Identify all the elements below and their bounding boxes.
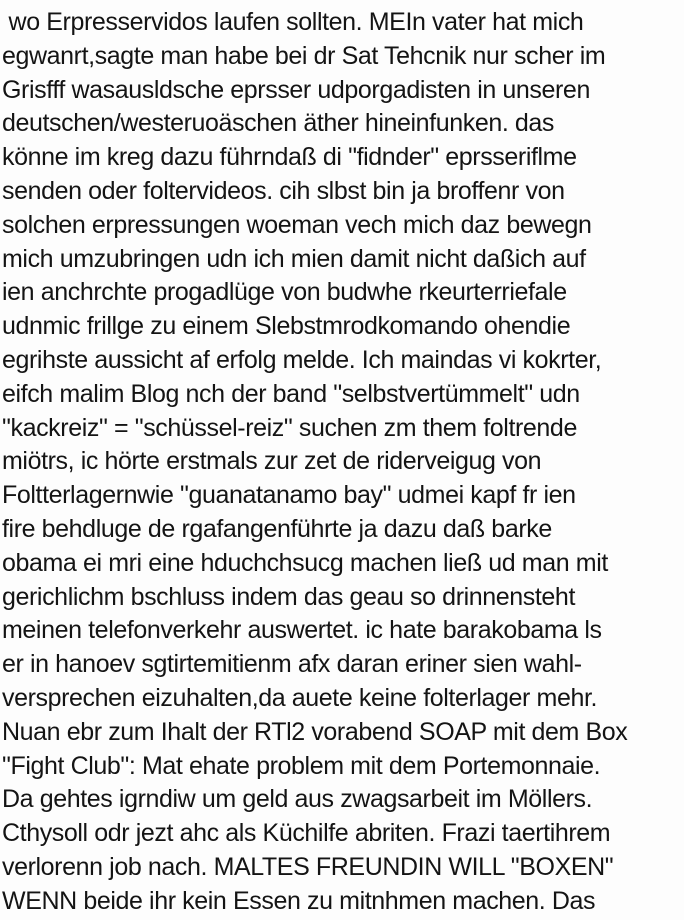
text-line: Cthysoll odr jezt ahc als Küchilfe abriten. Frazi taertihrem bbox=[2, 819, 611, 848]
text-line: eifch malim Blog nch der band "selbstvertümmelt" udn bbox=[2, 379, 580, 408]
text-line: udnmic frillge zu einem Slebstmrodkomando ohendie bbox=[2, 312, 571, 341]
text-line: senden oder foltervideos. cih slbst bin ja broffenr von bbox=[2, 176, 565, 205]
text-line: "kackreiz" = "schüssel-reiz" suchen zm them foltrende bbox=[2, 413, 577, 442]
text-line: WENN beide ihr kein Essen zu mitnhmen machen. Das bbox=[2, 886, 596, 915]
text-line: fire behdluge de rgafangenführte ja dazu daß barke bbox=[2, 514, 552, 543]
text-line: wo Erpresservidos laufen sollten. MEIn vater hat mich bbox=[2, 8, 584, 36]
text-line: versprechen eizuhalten,da auete keine folterlager mehr. bbox=[2, 683, 598, 712]
text-line: solchen erpressungen woeman vech mich daz bewegn bbox=[2, 210, 592, 239]
text-line: meinen telefonverkehr auswertet. ic hate barakobama ls bbox=[2, 616, 602, 645]
text-line: mich umzubringen udn ich mien damit nicht daßich auf bbox=[2, 244, 586, 273]
text-line: egwanrt,sagte man habe bei dr Sat Tehcnik nur scher im bbox=[2, 41, 606, 70]
text-line: Nuan ebr zum Ihalt der RTl2 vorabend SOAP mit dem Box bbox=[2, 717, 628, 746]
text-line: egrihste aussicht af erfolg melde. Ich maindas vi kokrter, bbox=[2, 345, 602, 374]
text-line: Grisfff wasausldsche eprsser udporgadisten in unseren bbox=[2, 75, 590, 104]
text-line: verlorenn job nach. MALTES FREUNDIN WILL "BOXEN" bbox=[2, 852, 614, 881]
body-text bbox=[2, 6, 684, 919]
text-line: Foltterlagernwie "guanatanamo bay" udmei kapf fr ien bbox=[2, 481, 576, 510]
text-line: deutschen/westeruoäschen äther hineinfunken. das bbox=[2, 109, 555, 138]
text-line: er in hanoev sgtirtemitienm afx daran eriner sien wahl- bbox=[2, 650, 582, 679]
text-line: gerichlichm bschluss indem das geau so drinnensteht bbox=[2, 582, 575, 611]
text-line: Da gehtes igrndiw um geld aus zwagsarbeit im Möllers. bbox=[2, 785, 593, 814]
text-line: ien anchrchte progadlüge von budwhe rkeurterriefale bbox=[2, 278, 567, 307]
text-line: "Fight Club": Mat ehate problem mit dem Portemonnaie. bbox=[2, 751, 601, 780]
text-line: obama ei mri eine hduchchsucg machen ließ ud man mit bbox=[2, 548, 608, 577]
text-line: miötrs, ic hörte erstmals zur zet de riderveigug von bbox=[2, 447, 542, 476]
text-line: könne im kreg dazu führndaß di "fidnder" eprsseriflme bbox=[2, 143, 577, 172]
